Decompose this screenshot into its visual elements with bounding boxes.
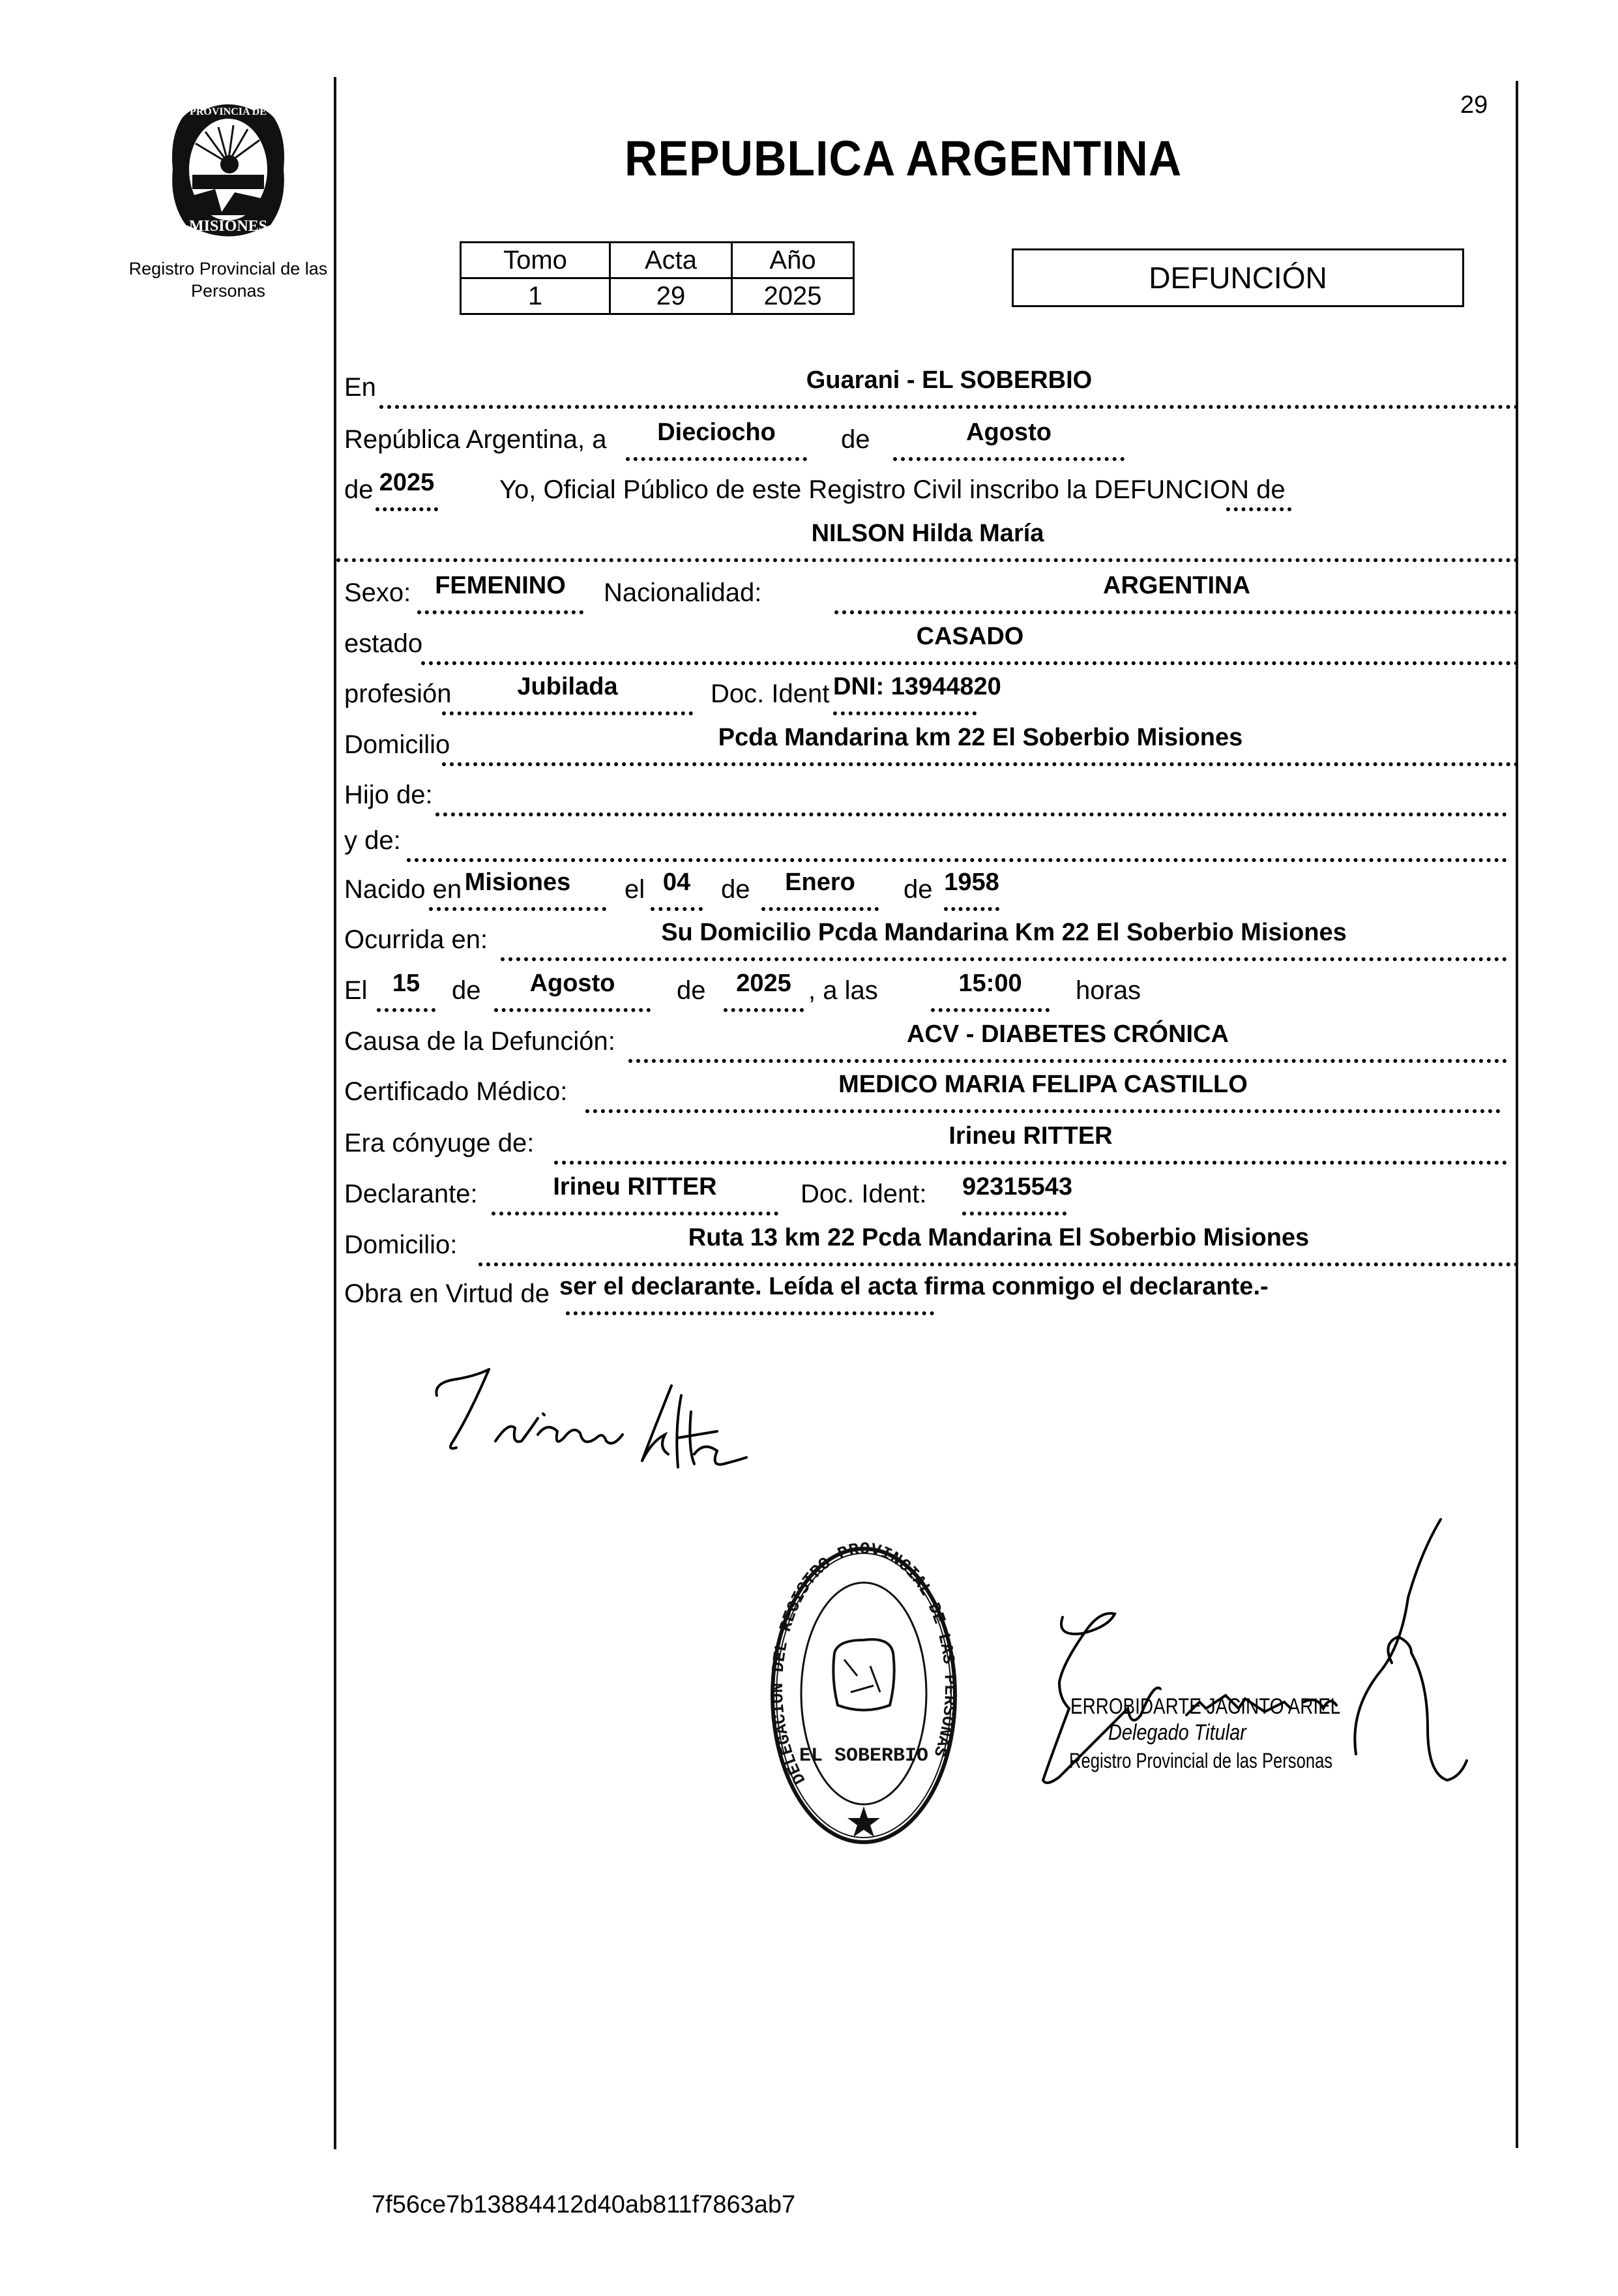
row-anio [344,464,1519,511]
label-ocurrida-en: Ocurrida en: [344,925,488,954]
registry-header-acta: Acta [610,243,732,278]
row-en [344,362,1519,409]
field-estado: CASADO [421,622,1519,665]
label-horas: horas [1076,976,1141,1005]
field-nacionalidad: ARGENTINA [834,571,1519,614]
svg-text:PROVINCIA DE: PROVINCIA DE [190,106,267,117]
row-certificado [344,1066,1519,1113]
label-de: de [452,976,481,1005]
row-estado [344,618,1519,665]
field-causa: ACV - DIABETES CRÓNICA [628,1020,1507,1063]
row-ocurrida [344,914,1519,961]
field-certificado: MEDICO MARIA FELIPA CASTILLO [585,1070,1501,1113]
label-a-las: , a las [808,976,878,1005]
page-title: REPUBLICA ARGENTINA [625,131,1183,186]
field-declarante: Irineu RITTER [492,1172,778,1215]
label-de: de [841,425,870,454]
label-doc-ident: Doc. Ident [711,679,830,708]
field-dia-nacimiento: 04 [651,868,703,911]
seal-icon [766,1542,962,1849]
row-declarante-domicilio [344,1219,1519,1266]
official-office: Registro Provincial de las Personas [1069,1749,1333,1772]
row-fecha [344,414,1519,461]
label-el: El [344,976,368,1005]
row-fecha-defuncion [344,965,1519,1012]
field-lugar: Guarani - EL SOBERBIO [379,366,1519,409]
field-hora: 15:00 [931,969,1050,1012]
official-seal [766,1542,962,1849]
field-sexo: FEMENINO [417,571,583,614]
label-declarante: Declarante: [344,1180,478,1208]
row-obra [344,1268,1519,1315]
row-conyuge [344,1118,1519,1165]
field-domicilio-declarante: Ruta 13 km 22 Pcda Mandarina El Soberbio Misiones [478,1223,1519,1266]
left-border [334,77,336,2149]
document-hash: 7f56ce7b13884412d40ab811f7863ab7 [372,2191,796,2218]
official-role: Delegado Titular [1108,1720,1246,1745]
label-de: de [904,875,933,904]
field-dia: Dieciocho [626,418,807,461]
label-domicilio: Domicilio [344,730,450,759]
label-de: de [721,875,750,904]
label-doc-ident-declarante: Doc. Ident: [801,1180,927,1208]
row-sexo [344,567,1519,614]
field-anio-defuncion: 2025 [724,969,804,1012]
label-republica: República Argentina, a [344,425,607,454]
field-mes-nacimiento: Enero [761,868,879,911]
field-mes: Agosto [893,418,1125,461]
row-domicilio [344,719,1519,766]
registry-value-anio: 2025 [732,278,854,314]
label-profesion: profesión [344,679,452,708]
label-sexo: Sexo: [344,578,411,607]
province-coat-of-arms-icon [156,91,300,241]
svg-text:EL SOBERBIO: EL SOBERBIO [799,1745,929,1767]
label-nacido-en: Nacido en [344,875,462,904]
field-mes-defuncion: Agosto [494,969,651,1012]
label-causa: Causa de la Defunción: [344,1027,615,1056]
field-y-de [407,819,1507,862]
field-doc-ident: DNI: 13944820 [833,672,977,715]
label-domicilio-declarante: Domicilio: [344,1230,458,1259]
row-hijo-de [344,769,1519,816]
field-dia-defuncion: 15 [377,969,435,1012]
document-type-box: DEFUNCIÓN [1012,248,1464,307]
official-signature-block [1037,1513,1519,1800]
row-nombre [336,515,1519,562]
field-hijo-de [435,773,1507,816]
registry-table [460,241,855,315]
registry-header-anio: Año [732,243,854,278]
field-anio-nacimiento: 1958 [944,868,999,911]
field-lugar-nacimiento: Misiones [429,868,606,911]
registry-value-tomo: 1 [461,278,610,314]
registry-value-row [461,278,854,314]
field-blank [1226,468,1291,511]
field-anio: 2025 [375,468,438,511]
label-nacionalidad: Nacionalidad: [604,578,762,607]
label-en: En [344,373,376,402]
field-domicilio: Pcda Mandarina km 22 El Soberbio Misiones [442,723,1519,766]
row-profesion [344,668,1519,715]
label-estado: estado [344,629,423,658]
field-profesion: Jubilada [442,672,693,715]
declarant-signature [417,1356,756,1487]
label-el: el [625,875,645,904]
label-de: de [677,976,706,1005]
row-nacido [344,864,1519,911]
row-declarante [344,1169,1519,1215]
label-hijo-de: Hijo de: [344,781,433,809]
label-certificado: Certificado Médico: [344,1077,568,1106]
svg-text:MISIONES: MISIONES [188,218,268,235]
label-obra: Obra en Virtud de [344,1279,550,1308]
registry-header-tomo: Tomo [461,243,610,278]
row-y-de [344,815,1519,862]
label-oficial-text: Yo, Oficial Público de este Registro Civil inscribo la DEFUNCION de [499,475,1286,504]
row-causa [344,1016,1519,1063]
svg-text:DELEGACION DEL REGISTRO PROVIN: DELEGACION DEL REGISTRO PROVINCIAL DE LAS PERSONAS [767,1542,960,1788]
field-doc-ident-declarante: 92315543 [962,1172,1066,1215]
label-de: de [344,475,374,504]
field-obra: ser el declarante. Leída el acta firma conmigo el declarante.- [566,1272,934,1315]
field-nombre-fallecido: NILSON Hilda María [336,519,1519,562]
field-ocurrida-en: Su Domicilio Pcda Mandarina Km 22 El Soberbio Misiones [501,918,1507,961]
registry-header-row [461,243,854,278]
page-number: 29 [1460,91,1488,119]
registry-value-acta: 29 [610,278,732,314]
logo-caption: Registro Provincial de las Personas [128,259,328,301]
field-conyuge: Irineu RITTER [554,1122,1507,1165]
label-conyuge: Era cónyuge de: [344,1129,535,1157]
label-y-de: y de: [344,826,401,855]
official-name: ERROBIDARTE JACINTO ARIEL [1070,1694,1341,1719]
